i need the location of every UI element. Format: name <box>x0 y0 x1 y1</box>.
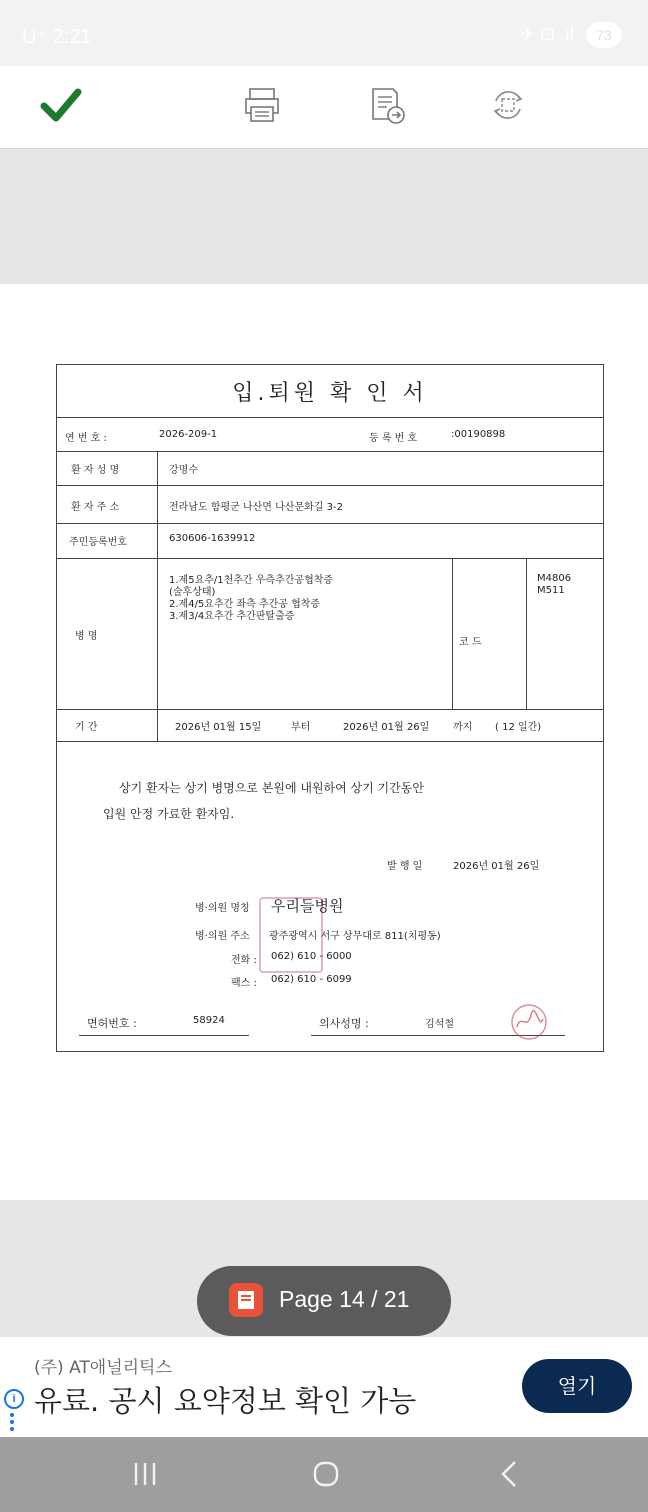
home-icon <box>312 1460 340 1492</box>
period-label: 기 간 <box>75 722 98 733</box>
divider <box>57 741 603 742</box>
back-icon <box>499 1460 519 1492</box>
license-value: 58924 <box>193 1015 225 1026</box>
recent-apps-button[interactable] <box>130 1461 160 1491</box>
page-indicator-label: Page 14 / 21 <box>279 1286 410 1312</box>
home-button[interactable] <box>310 1461 342 1491</box>
ad-company: (주) AT애널리틱스 <box>34 1358 172 1378</box>
hospital-address: 광주광역시 서구 상무대로 811(치평동) <box>269 931 441 942</box>
admission-certificate <box>56 364 604 1052</box>
system-nav-bar <box>0 1437 648 1512</box>
period-days: ( 12 일간) <box>495 722 542 733</box>
code-label: 코 드 <box>459 637 482 648</box>
back-button[interactable] <box>494 1461 524 1491</box>
code-value: M4806 <box>537 573 572 584</box>
divider <box>57 451 603 452</box>
status-bar <box>0 0 648 66</box>
divider <box>57 523 603 524</box>
reg-label: 등 록 번 호 <box>369 433 418 444</box>
patient-name: 강명수 <box>169 465 198 476</box>
check-icon <box>40 86 82 128</box>
diagnosis-line: 3.제3/4요추간 추간판탈출증 <box>169 611 295 622</box>
page-indicator[interactable] <box>197 1266 451 1336</box>
rotate-button[interactable] <box>485 84 531 130</box>
divider <box>57 417 603 418</box>
patient-address: 전라남도 함평군 나산면 나산문화길 3-2 <box>169 502 343 513</box>
status-time: U⁺ 2:21 <box>22 26 92 48</box>
serial-value: 2026-209-1 <box>159 429 218 440</box>
viewer-toolbar <box>0 66 648 149</box>
divider <box>452 558 453 709</box>
issue-date: 2026년 01월 26일 <box>453 861 540 872</box>
diagnosis-label: 병 명 <box>75 631 98 642</box>
print-button[interactable] <box>239 84 285 130</box>
diagnosis-line: 1.제5요추/1천추간 우측추간공협착증 <box>169 575 334 586</box>
info-icon[interactable]: i <box>4 1389 24 1409</box>
doctor-name: 김석철 <box>425 1019 454 1030</box>
fax-value: 062) 610 - 6099 <box>271 974 352 985</box>
print-icon <box>242 85 282 129</box>
period-to: 까지 <box>453 722 473 733</box>
battery-badge: 73 <box>586 22 622 48</box>
address-label: 환 자 주 소 <box>71 502 120 513</box>
app-logo-icon <box>229 1283 263 1317</box>
divider <box>57 558 603 559</box>
tel-value: 062) 610 - 6000 <box>271 951 352 962</box>
recent-apps-icon <box>131 1461 159 1491</box>
rotate-icon <box>488 85 528 129</box>
body-text: 상기 환자는 상기 병명으로 본원에 내원하여 상기 기간동안 <box>119 781 424 795</box>
underline <box>79 1035 249 1036</box>
divider <box>57 485 603 486</box>
fax-label: 팩스 : <box>231 978 257 989</box>
license-label: 면허번호 : <box>87 1017 137 1030</box>
rrn-label: 주민등록번호 <box>69 537 127 548</box>
export-icon <box>367 85 407 129</box>
ad-banner[interactable] <box>0 1337 648 1437</box>
diagnosis-line: 2.제4/5요추간 좌측 추간공 협착증 <box>169 599 321 610</box>
hospital-addr-label: 병·의원 주소 <box>195 931 250 942</box>
tel-label: 전화 : <box>231 955 257 966</box>
reg-value: :00190898 <box>451 429 506 440</box>
ad-headline: 유료. 공시 요약정보 확인 가능 <box>34 1384 417 1418</box>
period-from: 부터 <box>291 722 311 733</box>
diagnosis-line: (술후상태) <box>169 587 216 598</box>
status-signal: ✈ ⊡ .ıl <box>519 24 574 44</box>
rrn-value: 630606-1639912 <box>169 533 256 544</box>
hospital-name: 우리들병원 <box>271 897 344 915</box>
body-text: 입원 안정 가료한 환자임. <box>103 807 235 821</box>
divider <box>157 451 158 741</box>
code-value: M511 <box>537 585 565 596</box>
hospital-name-label: 병·의원 명칭 <box>195 903 250 914</box>
doctor-signature <box>507 1001 551 1046</box>
issue-label: 발 행 일 <box>387 861 423 872</box>
more-options-icon[interactable] <box>10 1413 14 1431</box>
patient-name-label: 환 자 성 명 <box>71 465 120 476</box>
divider <box>57 709 603 710</box>
document-title: 입.퇴원 확 인 서 <box>232 380 428 406</box>
divider <box>526 558 527 709</box>
export-button[interactable] <box>364 84 410 130</box>
period-end: 2026년 01월 26일 <box>343 722 430 733</box>
serial-label: 연 번 호 : <box>65 433 107 444</box>
confirm-button[interactable] <box>38 84 84 130</box>
ad-open-button[interactable]: 열기 <box>522 1359 632 1413</box>
doctor-label: 의사성명 : <box>319 1017 369 1030</box>
period-start: 2026년 01월 15일 <box>175 722 262 733</box>
